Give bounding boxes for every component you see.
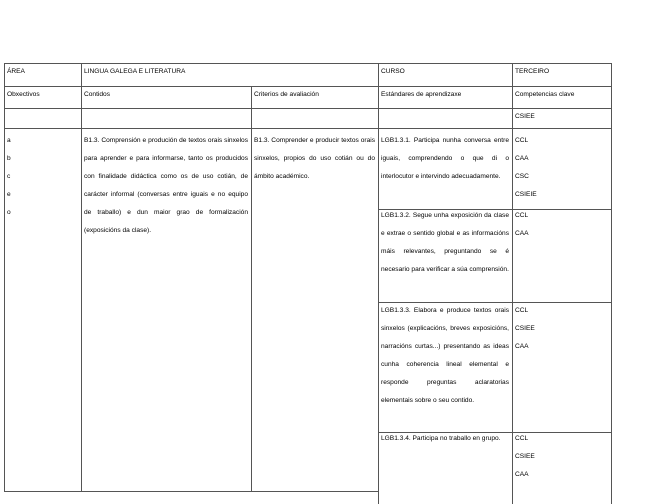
area-label: ÁREA xyxy=(7,68,25,75)
table-border-right xyxy=(611,63,612,504)
column-header-contents: Contidos xyxy=(84,91,111,98)
competency-code: CCL xyxy=(515,435,529,442)
standard-text: LGB1.3.3. Elabora e produce textos orais sinxelos (explicacións, breves exposicións, narracións curtas...) presentando as ideas cunha coherencia lineal elemental e responde preguntas aclaratorias elementais sobre o seu contido. xyxy=(381,307,509,404)
standard-competencies xyxy=(512,207,611,302)
content-text: B1.3. Comprensión e produción de textos orais sinxelos para aprender e para informarse, tanto os producidos con finalidade didáctica como os de uso cotián, de carácter informal (conversas entre iguais e no equipo de traballo) e dun maior grao de formalización (exposicións da clase). xyxy=(84,137,248,234)
competency-code: CAA xyxy=(515,471,529,478)
curso-label: CURSO xyxy=(381,68,405,75)
table-border-bottom xyxy=(4,491,378,492)
competency-code: CCL xyxy=(515,137,529,144)
competency-code: CAA xyxy=(515,343,529,350)
competency-code: CSC xyxy=(515,173,529,180)
objective-item: b xyxy=(7,155,11,162)
curso-value: TERCEIRO xyxy=(515,68,550,75)
standard-text: LGB1.3.2. Segue unha exposición da clase e extrae o sentido global e as informacións máis relevantes, preguntando se é necesario para verificar a súa comprensión. xyxy=(381,212,509,273)
column-header-standards: Estándares de aprendizaxe xyxy=(381,91,462,98)
table-border-left xyxy=(4,63,5,491)
area-value: LINGUA GALEGA E LITERATURA xyxy=(84,68,186,75)
competency-code: CCL xyxy=(515,307,529,314)
column-header-competencies: Competencias clave xyxy=(515,91,575,98)
objective-item: c xyxy=(7,173,11,180)
standard-competencies xyxy=(512,132,611,208)
column-divider-1 xyxy=(81,63,82,491)
competency-code: CAA xyxy=(515,155,529,162)
competency-code: CSIEE xyxy=(515,325,535,332)
standard-text: LGB1.3.4. Participa no traballo en grupo. xyxy=(381,435,501,442)
competency-code: CSIEE xyxy=(515,453,535,460)
criterion-text: B1.3. Comprender e producir textos orais sinxelos, propios do uso cotián ou do ámbito académico. xyxy=(254,137,375,180)
objective-item: o xyxy=(7,209,11,216)
competency-code: CSIEIE xyxy=(515,191,537,198)
standard-competencies xyxy=(512,430,611,504)
pre-row-competency: CSIEE xyxy=(515,113,535,120)
column-header-objectives: Obxectivos xyxy=(7,91,40,98)
objective-item: a xyxy=(7,137,11,144)
standard-competencies xyxy=(512,302,611,432)
column-header-criteria: Criterios de avaliación xyxy=(254,91,319,98)
objectives-list xyxy=(4,132,81,232)
standard-text: LGB1.3.1. Participa nunha conversa entre iguais, comprendendo o que di o interlocutor e intervindo adecuadamente. xyxy=(381,137,509,180)
competency-code: CAA xyxy=(515,230,529,237)
row-separator-pre xyxy=(4,128,611,129)
competency-code: CCL xyxy=(515,212,529,219)
objective-item: e xyxy=(7,191,11,198)
